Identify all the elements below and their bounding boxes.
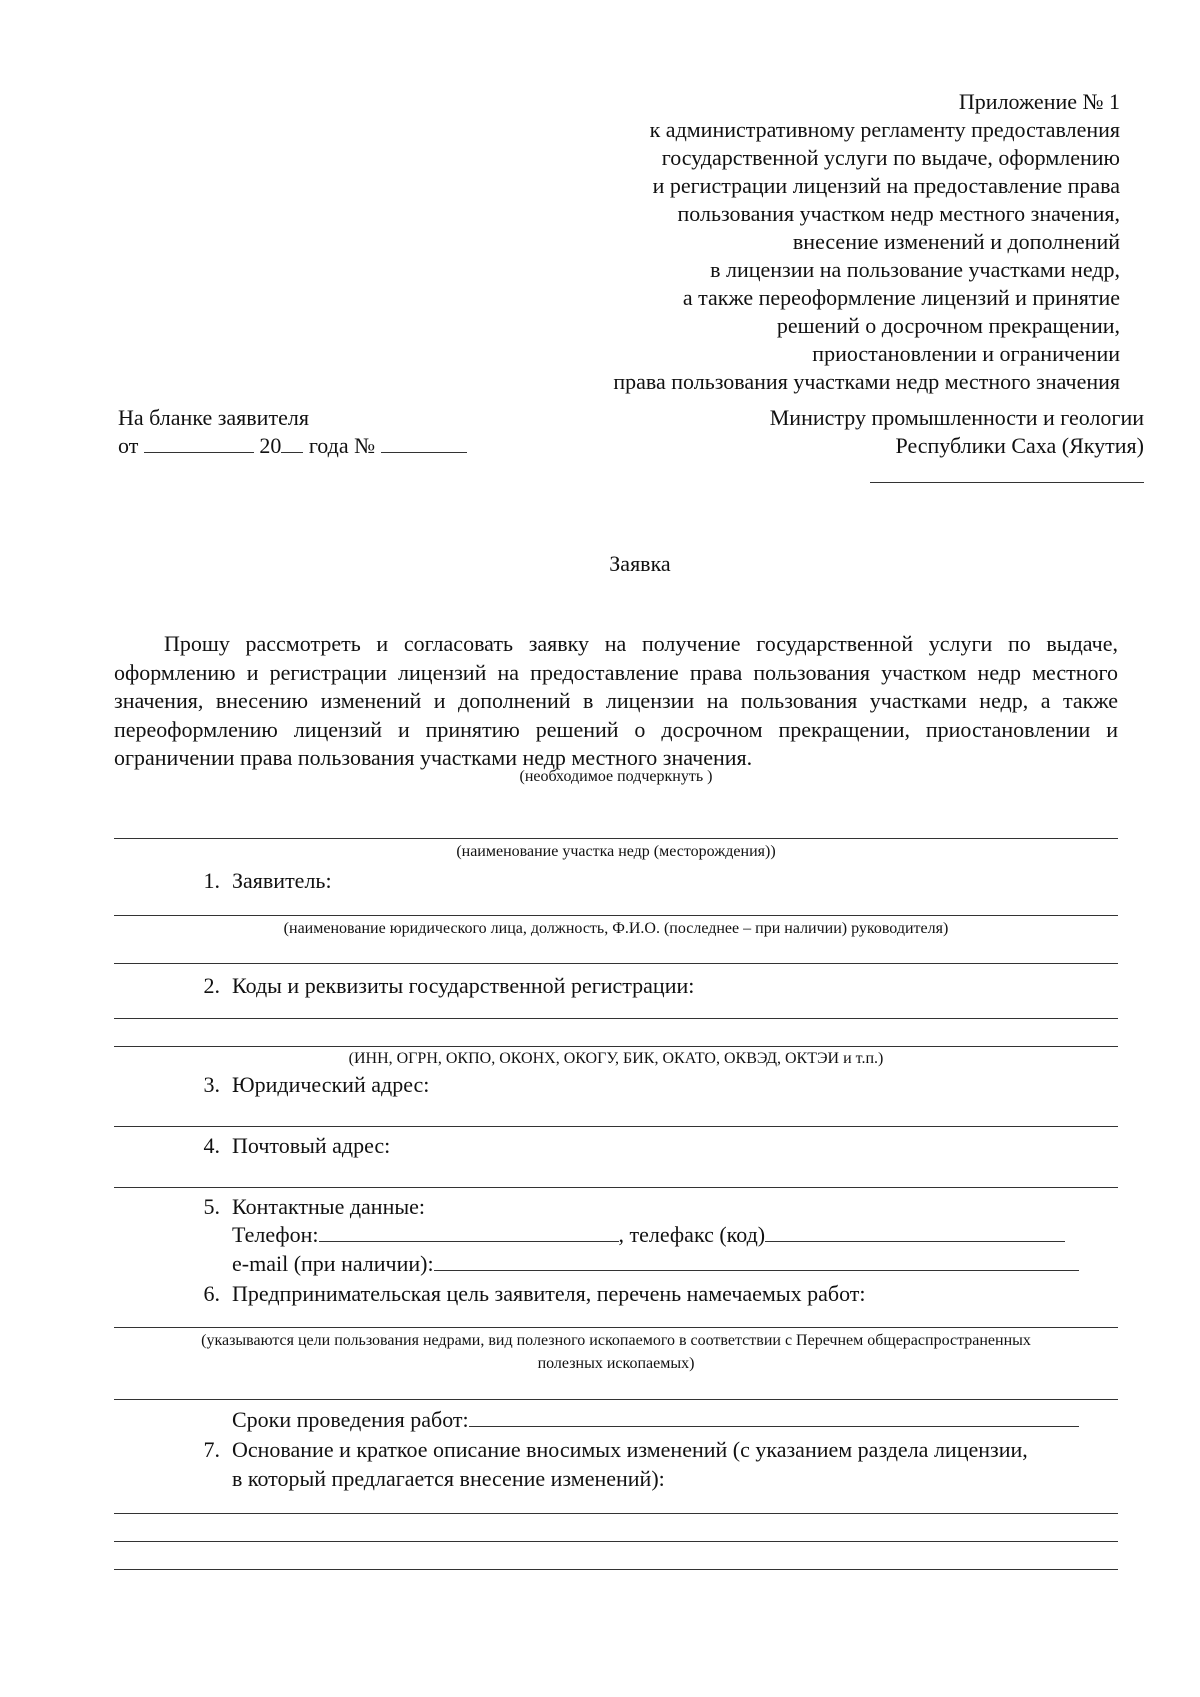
appendix-line: пользования участком недр местного значения,: [677, 201, 1120, 226]
site-name-hint: (наименование участка недр (месторождения)): [456, 843, 776, 860]
purpose-line-2[interactable]: [114, 1399, 1118, 1400]
appendix-line: а также переоформление лицензий и принятие: [682, 285, 1120, 310]
email-row: [232, 1250, 1079, 1278]
item-number: 7.: [203, 1437, 220, 1462]
changes-line-1[interactable]: [114, 1513, 1118, 1514]
item-number: 2.: [203, 973, 220, 998]
appendix-line: в лицензии на пользование участками недр,: [710, 257, 1120, 282]
item-7-continuation: в который предлагается внесение изменений):: [232, 1466, 665, 1491]
appendix-line: внесение изменений и дополнений: [792, 229, 1120, 254]
item-label: Основание и краткое описание вносимых изменений (с указанием раздела лицензии,: [232, 1437, 1028, 1462]
item-number: 5.: [203, 1194, 220, 1219]
purpose-hint-1: (указываются цели пользования недрами, вид полезного ископаемого в соответствии с Перечнем общераспространенных: [201, 1332, 1031, 1349]
appendix-line: приостановлении и ограничении: [812, 341, 1120, 366]
appendix-line: и регистрации лицензий на предоставление права: [652, 173, 1120, 198]
underline-hint: (необходимое подчеркнуть ): [519, 768, 713, 785]
terms-field[interactable]: [469, 1410, 1079, 1427]
year-number-label: года №: [308, 433, 376, 458]
recipient-line-1: Министру промышленности и геологии: [769, 405, 1144, 430]
appendix-line: к административному регламенту предоставления: [649, 117, 1120, 142]
appendix-line: государственной услуги по выдаче, оформлению: [661, 145, 1120, 170]
site-name-line[interactable]: [114, 838, 1118, 839]
year-prefix: 20: [259, 433, 282, 458]
appendix-line: права пользования участками недр местного значения: [613, 369, 1120, 394]
intro-paragraph: Прошу рассмотреть и согласовать заявку на получение государственной услуги по выдаче, оформлению и регистрации лицензий на предоставление права пользования участком недр местного значения, внесению изменений и дополнений в лицензии на пользования участками недр, а также переоформлению лицензий и принятию решений о досрочном прекращении, приостановлении и ограничении права пользования участками недр местного значения.: [114, 631, 1118, 770]
changes-line-2[interactable]: [114, 1541, 1118, 1542]
item-label: Контактные данные:: [232, 1194, 425, 1219]
applicant-line[interactable]: [114, 915, 1118, 916]
purpose-line[interactable]: [114, 1327, 1118, 1328]
date-number-line: [118, 432, 467, 460]
item-3: [190, 1071, 429, 1099]
terms-label: Сроки проведения работ:: [232, 1407, 469, 1432]
appendix-line: Приложение № 1: [958, 89, 1120, 114]
item-label: Юридический адрес:: [232, 1072, 430, 1097]
from-label: от: [118, 433, 139, 458]
purpose-hint-2: полезных ископаемых): [537, 1355, 695, 1372]
recipient-line-2: Республики Саха (Якутия): [895, 433, 1144, 458]
phone-field[interactable]: [319, 1225, 619, 1242]
item-6: [190, 1280, 866, 1308]
terms-row: [232, 1406, 1079, 1434]
fax-field[interactable]: [765, 1225, 1065, 1242]
codes-line-2[interactable]: [114, 1046, 1118, 1047]
recipient-signature-line[interactable]: [870, 482, 1144, 483]
codes-line-1[interactable]: [114, 1018, 1118, 1019]
item-number: 6.: [203, 1281, 220, 1306]
codes-hint: (ИНН, ОГРН, ОКПО, ОКОНХ, ОКОГУ, БИК, ОКАТО, ОКВЭД, ОКТЭИ и т.п.): [348, 1050, 884, 1067]
email-field[interactable]: [434, 1254, 1079, 1271]
phone-fax-row: [232, 1221, 1065, 1249]
appendix-line: решений о досрочном прекращении,: [776, 313, 1120, 338]
legal-entity-hint: (наименование юридического лица, должность, Ф.И.О. (последнее – при наличии) руководителя): [283, 920, 949, 937]
item-number: 1.: [203, 868, 220, 893]
document-title: Заявка: [609, 551, 671, 576]
appendix-block: [480, 88, 1120, 396]
applicant-line-2[interactable]: [114, 963, 1118, 964]
item-7: [190, 1436, 1028, 1464]
item-label: Предпринимательская цель заявителя, перечень намечаемых работ:: [232, 1281, 866, 1306]
item-2: [190, 972, 694, 1000]
item-label: Коды и реквизиты государственной регистрации:: [232, 973, 695, 998]
phone-label: Телефон:: [232, 1222, 319, 1247]
item-4: [190, 1132, 390, 1160]
item-label: Заявитель:: [232, 868, 332, 893]
changes-line-3[interactable]: [114, 1569, 1118, 1570]
number-blank[interactable]: [381, 436, 467, 453]
item-5: [190, 1193, 425, 1221]
year-blank[interactable]: [281, 436, 303, 453]
item-number: 3.: [203, 1072, 220, 1097]
legal-address-line[interactable]: [114, 1126, 1118, 1127]
postal-address-line[interactable]: [114, 1187, 1118, 1188]
fax-label: , телефакс (код): [618, 1222, 766, 1247]
applicant-blank-label: На бланке заявителя: [118, 405, 309, 430]
item-number: 4.: [203, 1133, 220, 1158]
date-blank[interactable]: [144, 436, 254, 453]
email-label: e-mail (при наличии):: [232, 1251, 434, 1276]
item-1: [190, 867, 332, 895]
item-label: Почтовый адрес:: [232, 1133, 391, 1158]
